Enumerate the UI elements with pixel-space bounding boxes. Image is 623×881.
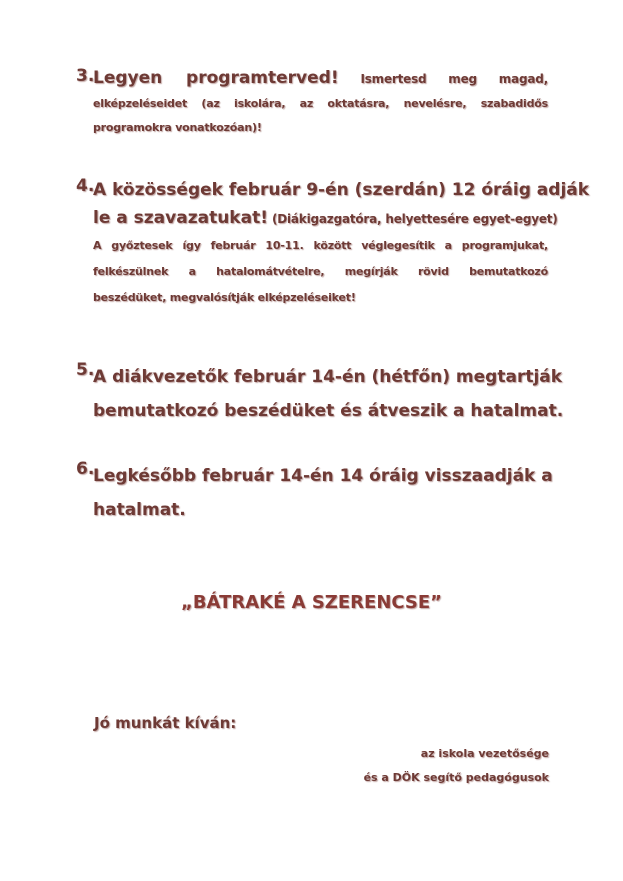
list-item-3 — [76, 66, 548, 139]
item-3-heading: Legyen programterved! — [93, 68, 339, 88]
list-item-5 — [76, 360, 564, 428]
item-3-line-1 — [93, 66, 548, 91]
motto-heading: „BÁTRAKÉ A SZERENCSE” — [180, 592, 443, 613]
item-3-line-2: elképzeléseidet (az iskolára, az oktatásra, nevelésre, szabadidős — [93, 97, 548, 110]
item-5-line-1: A diákvezetők február 14-én (hétfőn) megtartják — [93, 367, 563, 387]
item-number: 3. — [76, 66, 95, 86]
item-4-heading-rest: (Diákigazgatóra, helyettesére egyet-egyet) — [267, 212, 558, 226]
item-6-line-1: Legkésőbb február 14-én 14 óráig visszaadják a — [93, 466, 553, 486]
list-item-6 — [76, 459, 553, 527]
item-number: 5. — [76, 360, 95, 380]
closing-wish: Jó munkát kíván: — [94, 714, 237, 732]
item-3-line-3: programokra vonatkozóan)! — [93, 121, 262, 134]
item-3-heading-rest: Ismertesd meg magad, — [338, 72, 548, 86]
signature-line-2: és a DÖK segítő pedagógusok — [363, 771, 549, 784]
item-4-line-5: beszédüket, megvalósítják elképzeléseiket! — [93, 291, 356, 304]
item-number: 4. — [76, 176, 95, 196]
item-4-line-2 — [93, 204, 558, 233]
signature-line-1: az iskola vezetősége — [420, 747, 549, 760]
item-4-line-1: A közösségek február 9-én (szerdán) 12 óráig adják — [93, 180, 590, 200]
item-6-line-2: hatalmat. — [93, 500, 186, 520]
item-4-line-3: A győztesek így február 10-11. között véglegesítik a programjukat, — [93, 239, 548, 252]
item-4-line-4: felkészülnek a hatalomátvételre, megírják rövid bemutatkozó — [93, 265, 548, 278]
item-number: 6. — [76, 459, 95, 479]
item-4-heading: le a szavazatukat! — [93, 208, 268, 228]
item-5-line-2: bemutatkozó beszédüket és átveszik a hatalmat. — [93, 401, 564, 421]
list-item-4 — [76, 176, 590, 311]
